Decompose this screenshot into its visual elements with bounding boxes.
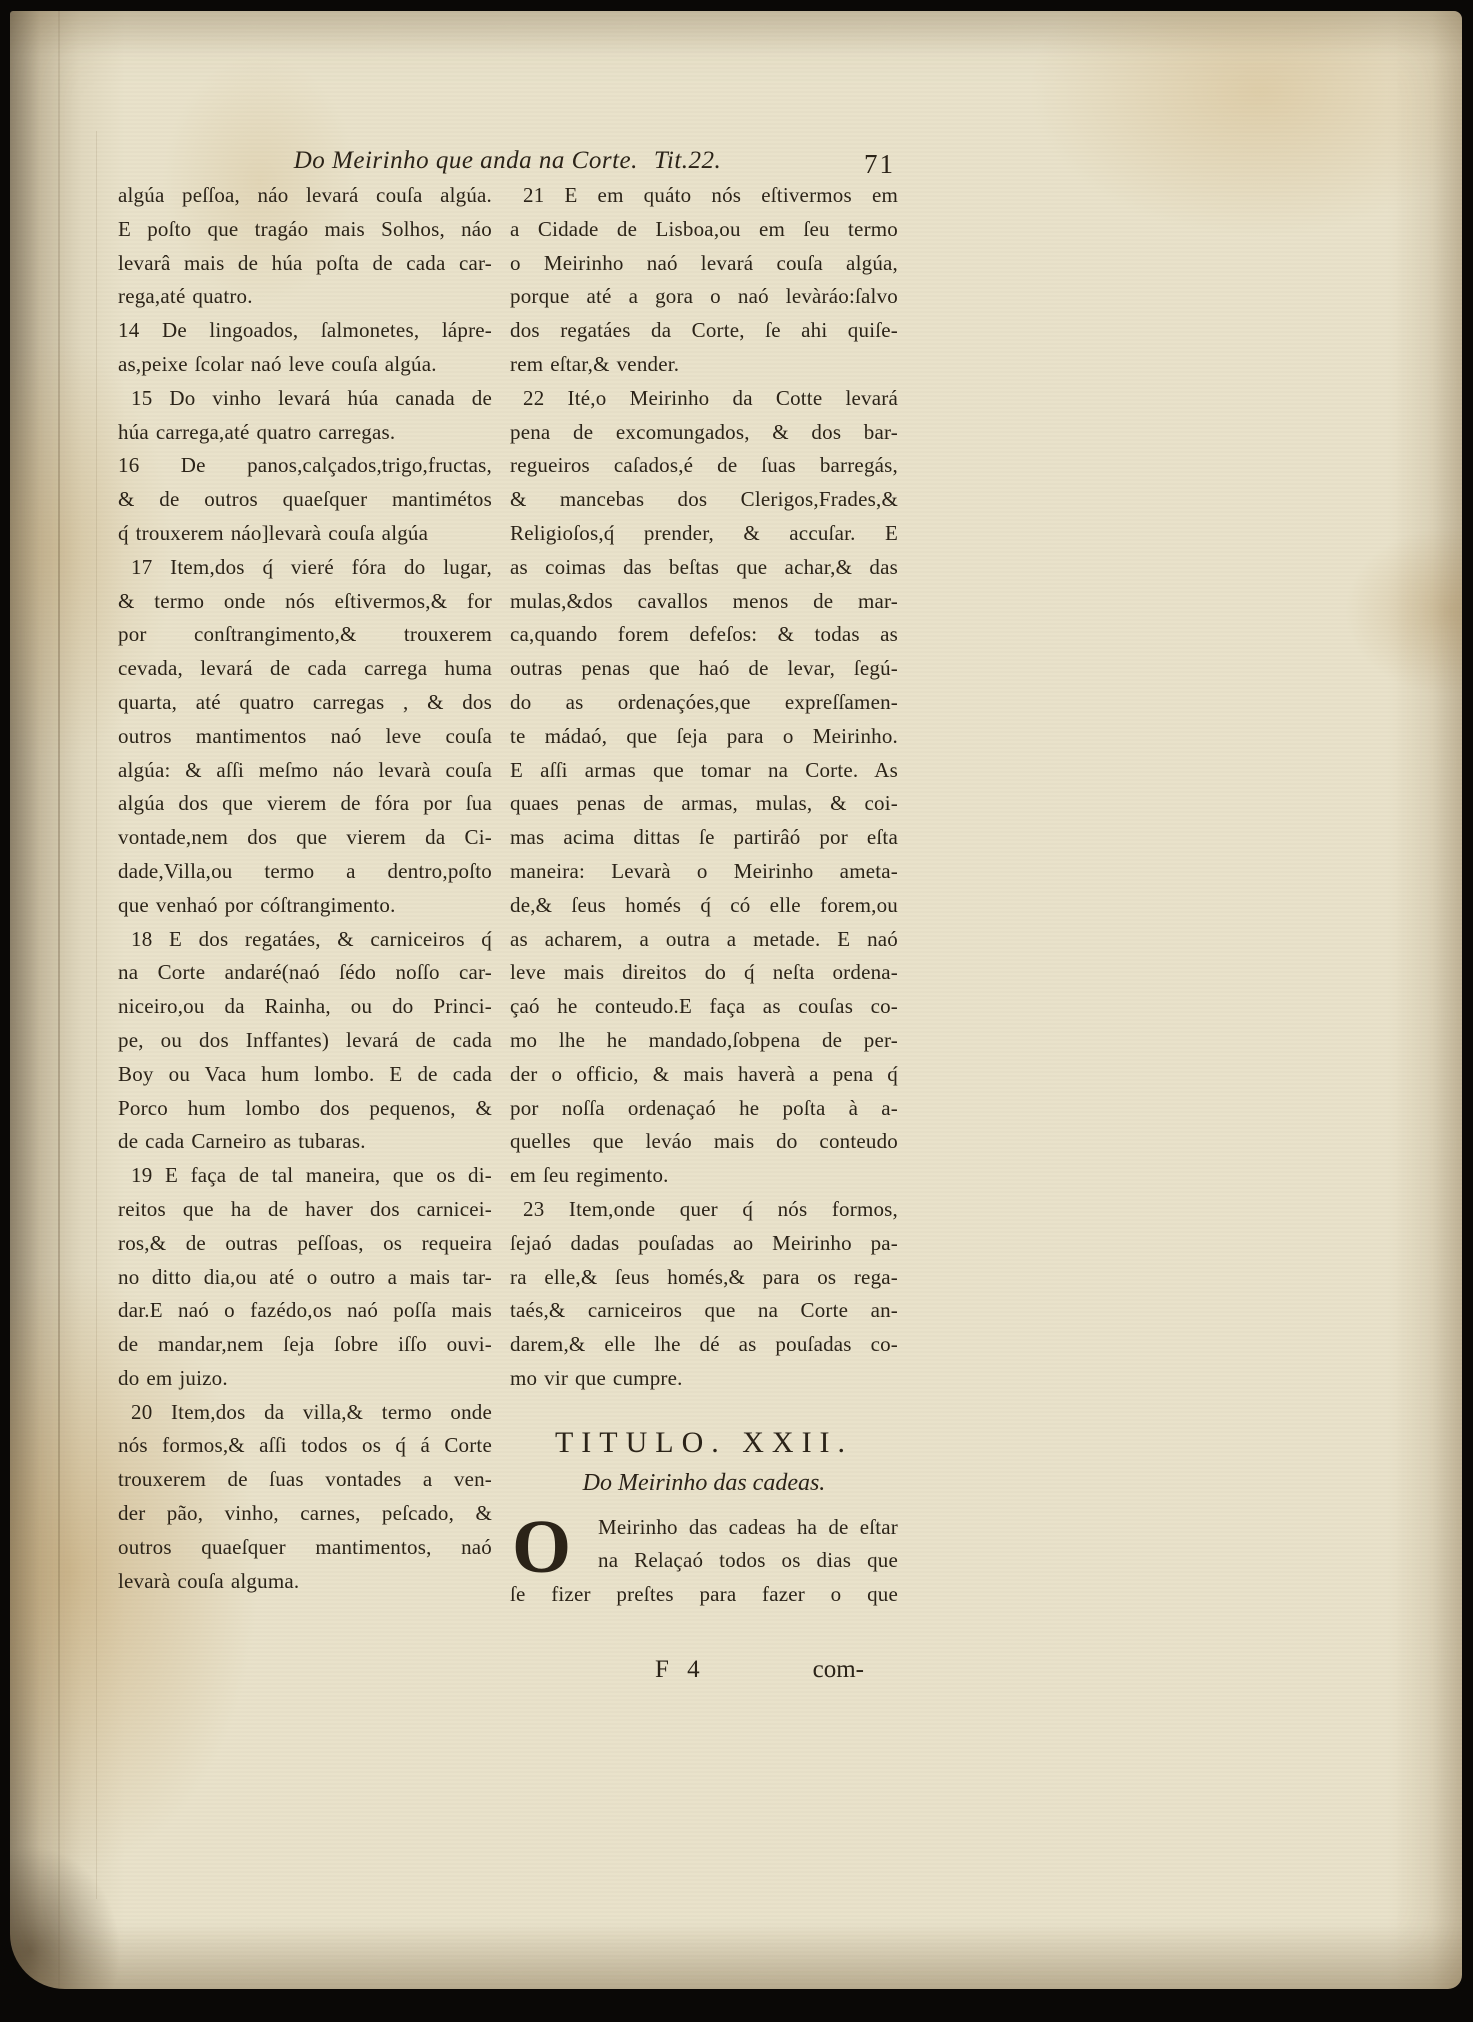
text-line: por noſſa ordenaçaó he poſta à a-: [510, 1095, 898, 1120]
title-reference: Tit.22.: [653, 147, 722, 174]
text-line: que venhaó por cóſtrangimento.: [118, 892, 396, 917]
text-line: quarta, até quatro carregas , & dos: [118, 689, 492, 714]
folio-number: 71: [864, 149, 895, 179]
text-line: 19 E faça de tal maneira, que os di-: [131, 1163, 492, 1188]
text-line: a Cidade de Lisboa,ou em ſeu termo: [510, 216, 898, 241]
catchword: com-: [812, 1656, 864, 1684]
text-line: niceiro,ou da Rainha, ou do Princi-: [118, 994, 492, 1019]
text-line: 18 E dos regatáes, & carniceiros q́: [131, 926, 492, 951]
text-line: mulas,&dos cavallos menos de mar-: [510, 588, 898, 613]
text-line: de,& ſeus homés q́ có elle forem,ou: [510, 892, 898, 917]
section-opening-paragraph: [510, 1504, 898, 1612]
text-line: 14 De lingoados, ſalmonetes, lápre-: [118, 318, 492, 343]
text-line: algúa: & aſſi meſmo náo levarà couſa: [118, 757, 492, 782]
text-line: mo lhe he mandado,ſobpena de per-: [510, 1027, 898, 1052]
text-line: rega,até quatro.: [118, 284, 253, 309]
text-line: vontade,nem dos que vierem da Ci-: [118, 825, 492, 850]
text-line: outras penas que haó de levar, ſegú-: [510, 656, 898, 681]
right-column-text: [510, 179, 898, 1396]
text-line: rem eſtar,& vender.: [510, 351, 680, 376]
text-line: E poſto que tragáo mais Solhos, náo: [118, 216, 492, 241]
text-line: der pão, vinho, carnes, peſcado, &: [118, 1501, 492, 1526]
text-line: reitos que ha de haver dos carnicei-: [118, 1196, 492, 1221]
text-line: 22 Ité,o Meirinho da Cotte levará: [523, 385, 898, 410]
text-line: leve mais direitos do q́ neſta ordena-: [510, 960, 898, 985]
text-line: em ſeu regimento.: [510, 1163, 669, 1188]
text-line: algúa peſſoa, náo levará couſa algúa.: [118, 183, 492, 207]
text-line: maneira: Levarà o Meirinho ameta-: [510, 858, 898, 883]
running-header: [118, 147, 897, 179]
gutter-crease-light: [96, 131, 97, 1899]
text-line: na Corte andaré(naó ſédo noſſo car-: [118, 960, 492, 985]
text-block: [118, 179, 898, 1684]
text-line: & de outros quaeſquer mantimétos: [118, 487, 492, 512]
text-line: çaó he conteudo.E faça as couſas co-: [510, 994, 898, 1019]
text-line: 16 De panos,calçados,trigo,fructas,: [118, 453, 492, 478]
text-line: Religioſos,q́ prender, & accuſar. E: [510, 520, 898, 545]
text-line: ca,quando forem defeſos: & todas as: [510, 622, 898, 647]
text-line: porque até a gora o naó levàráo:ſalvo: [510, 284, 898, 309]
text-line: darem,& elle lhe dé as pouſadas co-: [510, 1332, 898, 1357]
text-line: na Relaçaó todos os dias que: [598, 1548, 898, 1573]
drop-cap-initial: O: [512, 1504, 572, 1589]
text-line: por conſtrangimento,& trouxerem: [118, 622, 492, 647]
text-line: ros,& de outras peſſoas, os requeira: [118, 1230, 492, 1255]
text-line: taés,& carniceiros que na Corte an-: [510, 1298, 898, 1323]
text-line: dar.E naó o fazédo,os naó poſſa mais: [118, 1298, 492, 1323]
running-title: Do Meirinho que anda na Corte.: [293, 147, 638, 174]
section-subtitle: Do Meirinho das cadeas.: [582, 1469, 826, 1496]
text-line: 23 Item,onde quer q́ nós formos,: [523, 1196, 898, 1221]
text-line: Meirinho das cadeas ha de eſtar: [598, 1514, 898, 1539]
text-line: mo vir que cumpre.: [510, 1365, 683, 1390]
text-line: quaes penas de armas, mulas, & coi-: [510, 791, 898, 816]
text-line: dos regatáes da Corte, ſe ahi quiſe-: [510, 318, 898, 343]
text-line: Porco hum lombo dos pequenos, &: [118, 1095, 492, 1120]
text-line: do as ordenaçóes,que expreſſamen-: [510, 689, 898, 714]
gutter-crease: [58, 11, 60, 1989]
text-line: 21 E em quáto nós eſtivermos em: [523, 183, 898, 207]
signature-row: [510, 1656, 898, 1684]
book-page: [10, 11, 1462, 1989]
text-line: 20 Item,dos da villa,& termo onde: [131, 1399, 492, 1424]
text-line: mas acima dittas ſe partirâó por eſta: [510, 825, 898, 850]
text-line: dade,Villa,ou termo a dentro,poſto: [118, 858, 492, 883]
text-line: nós formos,& aſſi todos os q́ á Corte: [118, 1433, 492, 1458]
text-line: algúa dos que vierem de fóra por ſua: [118, 791, 492, 816]
text-line: no ditto dia,ou até o outro a mais tar-: [118, 1264, 492, 1289]
text-line: & mancebas dos Clerigos,Frades,&: [510, 487, 898, 512]
text-line: ra elle,& ſeus homés,& para os rega-: [510, 1264, 898, 1289]
text-line: o Meirinho naó levará couſa algúa,: [510, 250, 898, 275]
text-line: Boy ou Vaca hum lombo. E de cada: [118, 1061, 492, 1086]
text-line: regueiros caſados,é de ſuas barregás,: [510, 453, 898, 478]
text-line: te mádaó, que ſeja para o Meirinho.: [510, 723, 898, 748]
text-line: outros quaeſquer mantimentos, naó: [118, 1534, 492, 1559]
text-line: der o officio, & mais haverà a pena q́: [510, 1061, 898, 1086]
text-line: as,peixe ſcolar naó leve couſa algúa.: [118, 351, 437, 376]
text-line: húa carrega,até quatro carregas.: [118, 419, 396, 444]
signature-mark: F 4: [655, 1656, 706, 1684]
right-column: [510, 179, 898, 1684]
text-line: quelles que leváo mais do conteudo: [510, 1129, 898, 1154]
text-line: levarà couſa alguma.: [118, 1568, 300, 1593]
text-line: ſejaó dadas pouſadas ao Meirinho pa-: [510, 1230, 898, 1255]
text-line: pe, ou dos Inffantes) levará de cada: [118, 1027, 492, 1052]
text-line: q́ trouxerem náo]levarà couſa algúa: [118, 520, 429, 545]
text-line: 17 Item,dos q́ vieré fóra do lugar,: [131, 554, 492, 579]
text-line: & termo onde nós eſtivermos,& for: [118, 588, 492, 613]
text-line: pena de excomungados, & dos bar-: [510, 419, 898, 444]
text-line: outros mantimentos naó leve couſa: [118, 723, 492, 748]
text-line: as acharem, a outra a metade. E naó: [510, 926, 898, 951]
text-line: de cada Carneiro as tubaras.: [118, 1129, 366, 1154]
text-line: trouxerem de ſuas vontades a ven-: [118, 1467, 492, 1492]
text-line: 15 Do vinho levará húa canada de: [131, 385, 492, 410]
text-line: E aſſi armas que tomar na Corte. As: [510, 757, 898, 782]
text-line: as coimas das beſtas que achar,& das: [510, 554, 898, 579]
section-title: TITULO. XXII.: [554, 1425, 854, 1459]
left-column: [118, 179, 492, 1684]
text-line: de mandar,nem ſeja ſobre iſſo ouvi-: [118, 1332, 492, 1357]
text-line: levarâ mais de húa poſta de cada car-: [118, 250, 492, 275]
text-line: ſe fizer preſtes para fazer o que: [510, 1582, 898, 1607]
text-line: do em juizo.: [118, 1365, 228, 1390]
text-line: cevada, levará de cada carrega huma: [118, 656, 492, 681]
